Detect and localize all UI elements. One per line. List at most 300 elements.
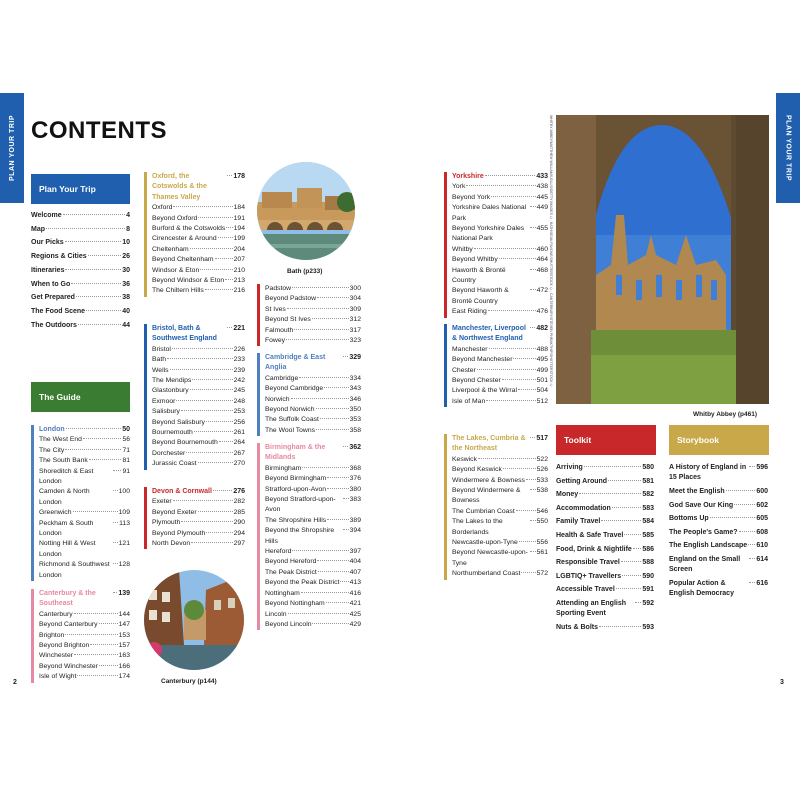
toc-entry-page: 533 xyxy=(536,476,548,484)
leader-dots xyxy=(113,592,118,593)
toc-entry-page: 191 xyxy=(233,214,245,222)
leader-dots xyxy=(324,387,348,388)
toc-entry-page: 261 xyxy=(233,429,245,437)
toc-entry-title: Beyond Canterbury xyxy=(39,621,98,629)
leader-dots xyxy=(474,248,536,249)
section-heading[interactable] xyxy=(152,487,245,497)
leader-dots xyxy=(219,441,233,442)
toc-entry[interactable] xyxy=(152,508,245,518)
toc-entry[interactable] xyxy=(31,307,130,317)
leader-dots xyxy=(88,255,122,256)
toc-entry-title: Liverpool & the Wirral xyxy=(452,387,517,395)
toc-entry-title: The Suffolk Coast xyxy=(265,416,319,424)
toc-entry-title: Shoreditch & East London xyxy=(39,467,94,486)
leader-dots xyxy=(113,522,118,523)
toc-entry-title: The Mendips xyxy=(152,377,192,385)
toc-entry[interactable] xyxy=(265,485,361,495)
toc-entry[interactable] xyxy=(452,476,548,486)
leader-dots xyxy=(192,379,232,380)
toc-entry-title: Northumberland Coast xyxy=(452,570,521,578)
toc-entry-page: 538 xyxy=(536,487,548,495)
toc-entry[interactable] xyxy=(452,355,548,365)
toc-entry-title: Arriving xyxy=(556,464,583,471)
toc-entry[interactable] xyxy=(265,568,361,578)
toc-entry-page: 421 xyxy=(349,600,361,608)
toc-entry[interactable] xyxy=(39,610,130,620)
toc-entry-title: Oxford xyxy=(152,204,173,212)
toc-entry-title: Lincoln xyxy=(265,610,287,618)
toc-entry[interactable] xyxy=(669,487,768,497)
toc-entry[interactable] xyxy=(39,435,130,445)
leader-dots xyxy=(113,563,118,564)
toc-entry-page: 596 xyxy=(756,464,768,471)
toc-entry[interactable] xyxy=(152,539,245,549)
toc-entry-page: 353 xyxy=(349,416,361,424)
toc-entry[interactable] xyxy=(265,284,361,294)
toc-entry[interactable] xyxy=(39,508,130,518)
leader-dots xyxy=(530,289,536,290)
toc-entry[interactable] xyxy=(39,631,130,641)
toc-entry[interactable] xyxy=(452,245,548,255)
leader-dots xyxy=(99,623,118,624)
toc-entry[interactable] xyxy=(452,569,548,579)
toc-entry-title: The People's Game? xyxy=(669,528,738,536)
toc-entry-page: 4 xyxy=(126,212,130,219)
toc-entry[interactable] xyxy=(152,255,245,265)
toc-entry-title: Notting Hill & West London xyxy=(39,540,96,558)
section-heading[interactable] xyxy=(39,425,130,435)
toc-entry-title: Greenwich xyxy=(39,509,72,517)
section-heading[interactable] xyxy=(452,324,548,345)
toc-entry-title: Money xyxy=(556,491,579,499)
toc-entry[interactable] xyxy=(452,397,548,407)
leader-dots xyxy=(288,613,349,614)
toc-entry[interactable] xyxy=(452,255,548,265)
leader-dots xyxy=(739,531,756,532)
toc-entry[interactable] xyxy=(265,415,361,425)
toc-entry-page: 561 xyxy=(536,549,548,557)
toc-entry[interactable] xyxy=(452,286,548,307)
toc-entry-page: 383 xyxy=(349,496,361,504)
toc-entry[interactable] xyxy=(556,531,654,541)
toc-entry-title: Cambridge xyxy=(265,374,299,382)
leader-dots xyxy=(299,377,348,378)
toc-entry[interactable] xyxy=(39,620,130,630)
section-page: 276 xyxy=(233,488,245,495)
toolkit-heading: Toolkit xyxy=(556,425,656,455)
toc-entry[interactable] xyxy=(152,397,245,407)
toc-entry[interactable] xyxy=(152,214,245,224)
bath-caption: Bath (p233) xyxy=(287,268,323,275)
leader-dots xyxy=(200,269,232,270)
toc-entry[interactable] xyxy=(152,518,245,528)
toc-entry[interactable] xyxy=(265,315,361,325)
leader-dots xyxy=(499,258,536,259)
section-heading[interactable] xyxy=(265,443,361,464)
toc-entry-title: Beyond Brighton xyxy=(39,642,90,650)
leader-dots xyxy=(83,438,121,439)
toc-entry[interactable] xyxy=(39,672,130,682)
toc-entry-page: 472 xyxy=(536,287,548,295)
toc-entry[interactable] xyxy=(265,326,361,336)
section-yorkshire xyxy=(444,172,548,318)
toc-entry[interactable] xyxy=(265,495,361,516)
toc-entry-page: 71 xyxy=(122,446,130,454)
toc-entry-title: Beyond Cheltenham xyxy=(152,256,214,264)
toc-entry-title: Cheltenham xyxy=(152,245,189,253)
leader-dots xyxy=(73,511,118,512)
toc-entry[interactable] xyxy=(152,376,245,386)
toc-entry-title: Beyond Exeter xyxy=(152,508,197,516)
leader-dots xyxy=(190,389,233,390)
toc-entry[interactable] xyxy=(31,293,130,303)
toc-entry-page: 394 xyxy=(349,527,361,535)
toc-entry-page: 556 xyxy=(536,539,548,547)
toc-entry[interactable] xyxy=(669,541,768,551)
toc-entry-page: 157 xyxy=(118,642,130,650)
toc-entry-page: 592 xyxy=(642,599,654,607)
leader-dots xyxy=(206,421,233,422)
toc-entry[interactable] xyxy=(39,641,130,651)
toc-entry[interactable] xyxy=(265,405,361,415)
toc-entry-page: 210 xyxy=(233,266,245,274)
leader-dots xyxy=(502,379,536,380)
toc-entry-title: Accommodation xyxy=(556,504,611,512)
toc-entry[interactable] xyxy=(669,514,768,524)
toc-entry-page: 317 xyxy=(349,326,361,334)
toc-entry[interactable] xyxy=(31,252,130,262)
toc-entry[interactable] xyxy=(39,456,130,466)
toc-entry[interactable] xyxy=(39,539,130,560)
toc-entry-title: A History of England in 15 Places xyxy=(669,464,747,482)
toc-entry[interactable] xyxy=(452,182,548,192)
toc-entry[interactable] xyxy=(152,459,245,469)
toc-entry[interactable] xyxy=(452,266,548,287)
leader-dots xyxy=(530,551,536,552)
toc-entry[interactable] xyxy=(452,507,548,517)
toc-entry-page: 242 xyxy=(233,377,245,385)
toc-entry[interactable] xyxy=(39,662,130,672)
toc-entry-page: 588 xyxy=(642,559,654,567)
toc-entry[interactable] xyxy=(152,203,245,213)
toc-entry-title: Camden & North London xyxy=(39,488,90,506)
toc-entry[interactable] xyxy=(452,307,548,317)
leader-dots xyxy=(748,544,755,545)
leader-dots xyxy=(227,327,232,328)
toc-entry[interactable] xyxy=(556,477,654,487)
toc-entry[interactable] xyxy=(152,407,245,417)
toc-entry-title: Beyond Salisbury xyxy=(152,418,205,426)
leader-dots xyxy=(113,490,118,491)
toc-entry-title: The Cumbrian Coast xyxy=(452,507,515,515)
toc-entry[interactable] xyxy=(556,545,654,555)
leader-dots xyxy=(173,206,232,207)
toc-entry-page: 501 xyxy=(536,377,548,385)
toc-entry-page: 404 xyxy=(349,558,361,566)
toc-entry[interactable] xyxy=(152,355,245,365)
storybook-heading: Storybook xyxy=(669,425,769,455)
toc-entry[interactable] xyxy=(265,305,361,315)
leader-dots xyxy=(170,369,233,370)
toc-entry-title: Haworth & Brontë Country xyxy=(452,266,506,285)
toc-entry[interactable] xyxy=(31,225,130,235)
toc-entry-title: Beyond Haworth & Brontë Country xyxy=(452,287,509,305)
toc-entry-page: 323 xyxy=(349,337,361,345)
leader-dots xyxy=(291,398,349,399)
leader-dots xyxy=(488,310,536,311)
toc-entry-page: 464 xyxy=(536,256,548,264)
leader-dots xyxy=(516,510,536,511)
toc-entry-title: Padstow xyxy=(265,285,292,292)
toc-entry[interactable] xyxy=(669,579,768,600)
toc-entry-page: 8 xyxy=(126,225,130,233)
section-heading[interactable] xyxy=(39,589,130,610)
toc-entry[interactable] xyxy=(452,376,548,386)
leader-dots xyxy=(710,517,756,518)
toc-entry[interactable] xyxy=(669,555,768,576)
toc-entry-title: Canterbury xyxy=(39,610,73,618)
toc-entry-title: Get Prepared xyxy=(31,294,75,302)
toc-entry[interactable] xyxy=(152,234,245,244)
toc-entry-page: 460 xyxy=(536,245,548,253)
toc-entry-title: Beyond York xyxy=(452,193,491,201)
leader-dots xyxy=(113,542,118,543)
toc-entry-page: 585 xyxy=(642,531,654,539)
section-oxford xyxy=(144,172,245,297)
toc-entry[interactable] xyxy=(152,438,245,448)
leader-dots xyxy=(749,466,755,467)
toc-entry-title: Bath xyxy=(152,356,166,364)
toc-entry[interactable] xyxy=(556,517,654,527)
toc-entry[interactable] xyxy=(452,455,548,465)
toc-entry[interactable] xyxy=(152,345,245,355)
toc-entry-title: Beyond Birmingham xyxy=(265,475,327,483)
leader-dots xyxy=(635,602,641,603)
leader-dots xyxy=(312,318,349,319)
toc-entry-title: Isle of Wight xyxy=(39,673,77,681)
leader-dots xyxy=(622,575,641,576)
leader-dots xyxy=(89,459,122,460)
toc-entry[interactable] xyxy=(452,345,548,355)
toc-entry-page: 294 xyxy=(233,529,245,537)
toc-entry[interactable] xyxy=(152,245,245,255)
toc-entry[interactable] xyxy=(31,238,130,248)
toc-entry-title: Brighton xyxy=(39,631,65,639)
toc-entry-title: North Devon xyxy=(152,540,191,548)
toc-entry[interactable] xyxy=(452,548,548,569)
leader-dots xyxy=(74,654,118,655)
toc-entry[interactable] xyxy=(452,517,548,538)
toc-entry-page: 602 xyxy=(756,501,768,509)
toc-entry-page: 239 xyxy=(233,366,245,374)
toc-entry-title: Beyond Manchester xyxy=(452,356,513,364)
canterbury-photo xyxy=(144,570,244,670)
toc-entry[interactable] xyxy=(669,528,768,538)
toc-entry-title: The City xyxy=(39,446,65,454)
toc-entry-page: 174 xyxy=(118,673,130,681)
toc-entry[interactable] xyxy=(669,463,768,484)
section-title: Cambridge & East Anglia xyxy=(265,354,326,372)
toc-entry[interactable] xyxy=(31,211,130,221)
toc-entry-title: The Food Scene xyxy=(31,307,86,315)
toc-entry[interactable] xyxy=(152,366,245,376)
toc-entry[interactable] xyxy=(39,446,130,456)
toc-entry-title: Exmoor xyxy=(152,397,176,405)
leader-dots xyxy=(191,542,233,543)
leader-dots xyxy=(466,185,535,186)
toc-entry-title: The English Landscape xyxy=(669,542,748,550)
toc-entry[interactable] xyxy=(265,294,361,304)
toc-entry-page: 285 xyxy=(233,508,245,516)
toc-entry-page: 455 xyxy=(536,225,548,233)
leader-dots xyxy=(530,227,536,228)
section-heading[interactable] xyxy=(265,353,361,374)
toc-entry-page: 488 xyxy=(536,345,548,353)
toc-entry[interactable] xyxy=(152,266,245,276)
leader-dots xyxy=(190,248,233,249)
toc-entry[interactable] xyxy=(556,463,654,473)
toc-entry[interactable] xyxy=(556,572,654,582)
leader-dots xyxy=(343,356,349,357)
toc-entry[interactable] xyxy=(152,428,245,438)
toc-entry[interactable] xyxy=(452,386,548,396)
toc-entry[interactable] xyxy=(452,224,548,245)
toc-entry[interactable] xyxy=(152,449,245,459)
leader-dots xyxy=(301,592,349,593)
side-tab-label: PLAN YOUR TRIP xyxy=(784,115,792,181)
section-title: The Lakes, Cumbria & the Northeast xyxy=(452,435,526,453)
toc-entry[interactable] xyxy=(152,497,245,507)
toc-entry-title: The West End xyxy=(39,436,82,444)
toc-entry[interactable] xyxy=(452,465,548,475)
toc-entry[interactable] xyxy=(265,599,361,609)
toc-entry[interactable] xyxy=(265,474,361,484)
leader-dots xyxy=(176,400,232,401)
toc-entry[interactable] xyxy=(556,490,654,500)
toc-entry[interactable] xyxy=(39,560,130,581)
toc-entry-page: 270 xyxy=(233,460,245,468)
toc-entry-page: 429 xyxy=(349,620,361,628)
toc-entry-page: 128 xyxy=(118,561,130,569)
toc-entry-page: 600 xyxy=(756,488,768,495)
toc-entry[interactable] xyxy=(452,486,548,507)
toc-entry[interactable] xyxy=(265,578,361,588)
leader-dots xyxy=(608,480,641,481)
section-page: 50 xyxy=(122,426,130,433)
section-heading[interactable] xyxy=(152,172,245,203)
plan-your-trip-list xyxy=(31,211,130,334)
toc-entry[interactable] xyxy=(265,526,361,547)
toc-entry[interactable] xyxy=(265,620,361,630)
toc-entry[interactable] xyxy=(265,384,361,394)
toc-entry-title: Welcome xyxy=(31,212,62,219)
leader-dots xyxy=(526,479,536,480)
toc-entry-title: Getting Around xyxy=(556,477,608,485)
toc-entry[interactable] xyxy=(152,224,245,234)
toc-entry-title: Yorkshire Dales National Park xyxy=(452,204,527,222)
toc-entry[interactable] xyxy=(31,321,130,331)
toc-entry[interactable] xyxy=(152,286,245,296)
toc-entry-title: The Outdoors xyxy=(31,321,77,329)
toc-entry[interactable] xyxy=(265,464,361,474)
toc-entry[interactable] xyxy=(452,366,548,376)
toc-entry-page: 590 xyxy=(642,572,654,580)
leader-dots xyxy=(65,269,121,270)
toc-entry[interactable] xyxy=(265,336,361,346)
toc-entry-page: 334 xyxy=(349,374,361,382)
leader-dots xyxy=(213,490,232,491)
toc-entry[interactable] xyxy=(31,266,130,276)
toc-entry-title: Plymouth xyxy=(152,519,181,527)
section-heading[interactable] xyxy=(452,434,548,455)
toc-entry[interactable] xyxy=(452,203,548,224)
toc-entry[interactable] xyxy=(265,589,361,599)
toc-entry-page: 194 xyxy=(233,225,245,233)
page-number-right: 3 xyxy=(780,679,784,686)
side-tab-left xyxy=(0,93,24,203)
toc-entry[interactable] xyxy=(265,557,361,567)
leader-dots xyxy=(530,520,536,521)
toc-entry[interactable] xyxy=(31,280,130,290)
toc-entry[interactable] xyxy=(265,395,361,405)
leader-dots xyxy=(521,572,535,573)
toc-entry[interactable] xyxy=(265,610,361,620)
leader-dots xyxy=(226,227,232,228)
toc-entry-page: 583 xyxy=(642,504,654,512)
toc-entry[interactable] xyxy=(556,599,654,620)
toc-entry[interactable] xyxy=(556,558,654,568)
toc-entry[interactable] xyxy=(152,418,245,428)
toc-entry[interactable] xyxy=(39,487,130,508)
toc-entry[interactable] xyxy=(152,529,245,539)
toc-entry[interactable] xyxy=(452,193,548,203)
toc-entry[interactable] xyxy=(39,519,130,540)
toc-entry[interactable] xyxy=(556,504,654,514)
side-tab-label: PLAN YOUR TRIP xyxy=(8,115,16,181)
toc-entry-page: 166 xyxy=(118,662,130,670)
toc-entry-title: Norwich xyxy=(265,395,290,403)
toc-entry[interactable] xyxy=(556,623,654,633)
toc-entry-page: 100 xyxy=(118,488,130,496)
toc-entry-page: 499 xyxy=(536,366,548,374)
toc-entry[interactable] xyxy=(152,276,245,286)
section-title: Bristol, Bath & Southwest England xyxy=(152,325,217,343)
toc-entry[interactable] xyxy=(265,374,361,384)
toc-entry[interactable] xyxy=(265,516,361,526)
toc-entry[interactable] xyxy=(669,501,768,511)
toc-entry-page: 449 xyxy=(536,204,548,212)
toc-entry-page: 476 xyxy=(536,308,548,316)
toc-entry[interactable] xyxy=(265,547,361,557)
toc-entry[interactable] xyxy=(452,538,548,548)
toc-entry-title: Responsible Travel xyxy=(556,559,620,567)
section-page: 517 xyxy=(536,435,548,442)
toc-entry-page: 512 xyxy=(536,397,548,405)
toc-entry[interactable] xyxy=(39,651,130,661)
toc-entry-page: 438 xyxy=(536,183,548,191)
section-heading[interactable] xyxy=(152,324,245,345)
toc-entry-page: 184 xyxy=(233,204,245,212)
section-heading[interactable] xyxy=(452,172,548,182)
toc-entry[interactable] xyxy=(556,585,654,595)
toc-entry[interactable] xyxy=(39,467,130,488)
toc-entry[interactable] xyxy=(152,386,245,396)
toc-entry-page: 38 xyxy=(122,294,130,302)
toc-entry-title: Beyond the Shropshire Hills xyxy=(265,527,335,545)
toc-entry[interactable] xyxy=(265,426,361,436)
leader-dots xyxy=(66,428,122,429)
section-page: 178 xyxy=(233,173,245,180)
